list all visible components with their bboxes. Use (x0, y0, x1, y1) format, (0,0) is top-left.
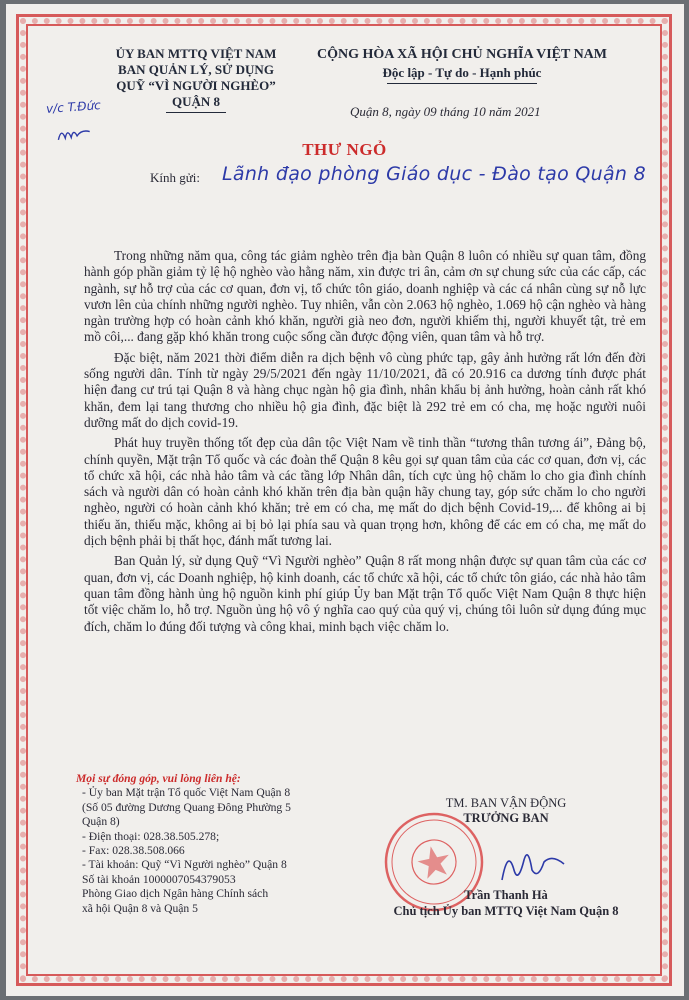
signer-role: TRƯỞNG BAN (463, 811, 549, 825)
contact-line: - Fax: 028.38.508.066 (82, 844, 185, 858)
contact-info (76, 772, 326, 916)
date-line: Quận 8, ngày 09 tháng 10 năm 2021 (350, 104, 541, 119)
org-line-1: ỦY BAN MTTQ VIỆT NAM (115, 46, 277, 61)
national-heading (312, 46, 612, 84)
handwritten-signature (498, 840, 568, 890)
handwritten-note: v/c T.Đức (45, 98, 102, 116)
paragraph: Trong những năm qua, công tác giảm nghèo trên địa bàn Quận 8 luôn có nhiều sự quan tâm, đồng hành góp phần giảm tỷ lệ hộ nghèo vào hằng năm, xin được tri ân, cảm ơn sự chung sức của các cấp, các ngành, sự hỗ trợ của các cơ quan, đơn vị, tổ chức tôn giáo, doanh nghiệp và các cá nhân cùng sự nỗ lực vươn lên của chính những người nghèo. Tuy nhiên, vẫn còn 2.063 hộ nghèo, 1.069 hộ cận nghèo và hàng ngàn trường hợp có hoàn cảnh khó khăn, người già neo đơn, người khiếm thị, người khuyết tật, trẻ em mồ côi,... đang gặp khó khăn trong cuộc sống cần được động viên, quan tâm và hỗ trợ. (84, 248, 646, 345)
national-motto: Độc lập - Tự do - Hạnh phúc (382, 65, 542, 80)
letter-title: THƯ NGỎ (302, 140, 387, 159)
org-underline (166, 112, 226, 113)
contact-line: - Tài khoản: Quỹ “Vì Người nghèo” Quận 8 (82, 858, 287, 872)
issuing-organization (96, 46, 296, 113)
contact-line: - Ủy ban Mặt trận Tổ quốc Việt Nam Quận 8 (82, 786, 291, 800)
contact-line: Số tài khoản 1000007054379053 (82, 872, 236, 886)
contact-line: Quận 8) (82, 815, 120, 829)
motto-underline (387, 83, 537, 84)
org-line-4: QUẬN 8 (171, 94, 221, 109)
paragraph: Đặc biệt, năm 2021 thời điểm diễn ra dịch bệnh vô cùng phức tạp, gây ảnh hưởng rất lớn đến đời sống người dân. Tính từ ngày 29/5/2021 đến ngày 11/10/2021, đã có 20.916 ca dương tính được phát hiện đang cư trú tại Quận 8 và hàng chục ngàn hộ gia đình, nhân khẩu bị ảnh hưởng, hoàn cảnh rất khó khăn, đem lại tang thương cho nhiều hộ gia đình, đặc biệt là 292 trẻ em có cha, mẹ hoặc người nuôi dưỡng mất do dịch covid-19. (84, 349, 646, 430)
paragraph: Ban Quản lý, sử dụng Quỹ “Vì Người nghèo” Quận 8 rất mong nhận được sự quan tâm của các cơ quan, đơn vị, các Doanh nghiệp, hộ kinh doanh, các tổ chức xã hội, các tổ chức tôn giáo, các nhà hảo tâm quan tâm đồng hành ủng hộ nguồn kinh phí giúp Ủy ban Mặt trận Tổ quốc Việt Nam Quận 8 thực hiện tốt việc chăm lo, hỗ trợ. Nguồn ủng hộ vô ý nghĩa cao quý của quý vị, chúng tôi luôn sử dụng đúng mục đích, chăm lo đúng đối tượng và công khai, minh bạch việc chăm lo. (84, 553, 646, 634)
national-name: CỘNG HÒA XÃ HỘI CHỦ NGHĨA VIỆT NAM (316, 47, 607, 62)
contact-line: Phòng Giao dịch Ngân hàng Chính sách (82, 887, 269, 901)
contact-line: xã hội Quận 8 và Quận 5 (82, 901, 198, 915)
recipient-handwritten: Lãnh đạo phòng Giáo dục - Đào tạo Quận 8 (222, 163, 646, 185)
org-line-3: QUỸ “VÌ NGƯỜI NGHÈO” (116, 78, 276, 93)
signer-organization: TM. BAN VẬN ĐỘNG (445, 796, 567, 810)
letter-body (84, 248, 646, 639)
contact-line: - Điện thoại: 028.38.505.278; (82, 829, 220, 843)
signer-position: Chủ tịch Ủy ban MTTQ Việt Nam Quận 8 (393, 904, 619, 918)
signer-name: Trần Thanh Hà (464, 888, 548, 902)
contact-heading: Mọi sự đóng góp, vui lòng liên hệ: (76, 772, 241, 785)
org-line-2: BAN QUẢN LÝ, SỬ DỤNG (118, 62, 274, 77)
contact-line: (Số 05 đường Dương Quang Đông Phường 5 (82, 800, 291, 814)
greeting-label: Kính gửi: (150, 170, 201, 185)
paragraph: Phát huy truyền thống tốt đẹp của dân tộc Việt Nam về tinh thần “tương thân tương ái”, Đảng bộ, chính quyền, Mặt trận Tổ quốc và các đoàn thể Quận 8 kêu gọi sự quan tâm của các cơ quan, đơn vị, các tổ chức xã hội, các nhà hảo tâm và các tầng lớp Nhân dân, tích cực ủng hộ chăm lo cho gia đình chính sách và người dân có hoàn cảnh khó khăn trên địa bàn quận hãy chung tay, góp sức chăm lo cho người nghèo, người có hoàn cảnh khó khăn; trẻ em có cha, mẹ mất do dịch bệnh Covid-19,... để không ai bị thiếu ăn, thiếu mặc, không ai bị bỏ lại phía sau và quan trọng hơn, không để các em có cha, mẹ mất do dịch bệnh phải bị thất học, đánh mất tương lai. (84, 435, 646, 549)
signature-block (376, 796, 636, 918)
